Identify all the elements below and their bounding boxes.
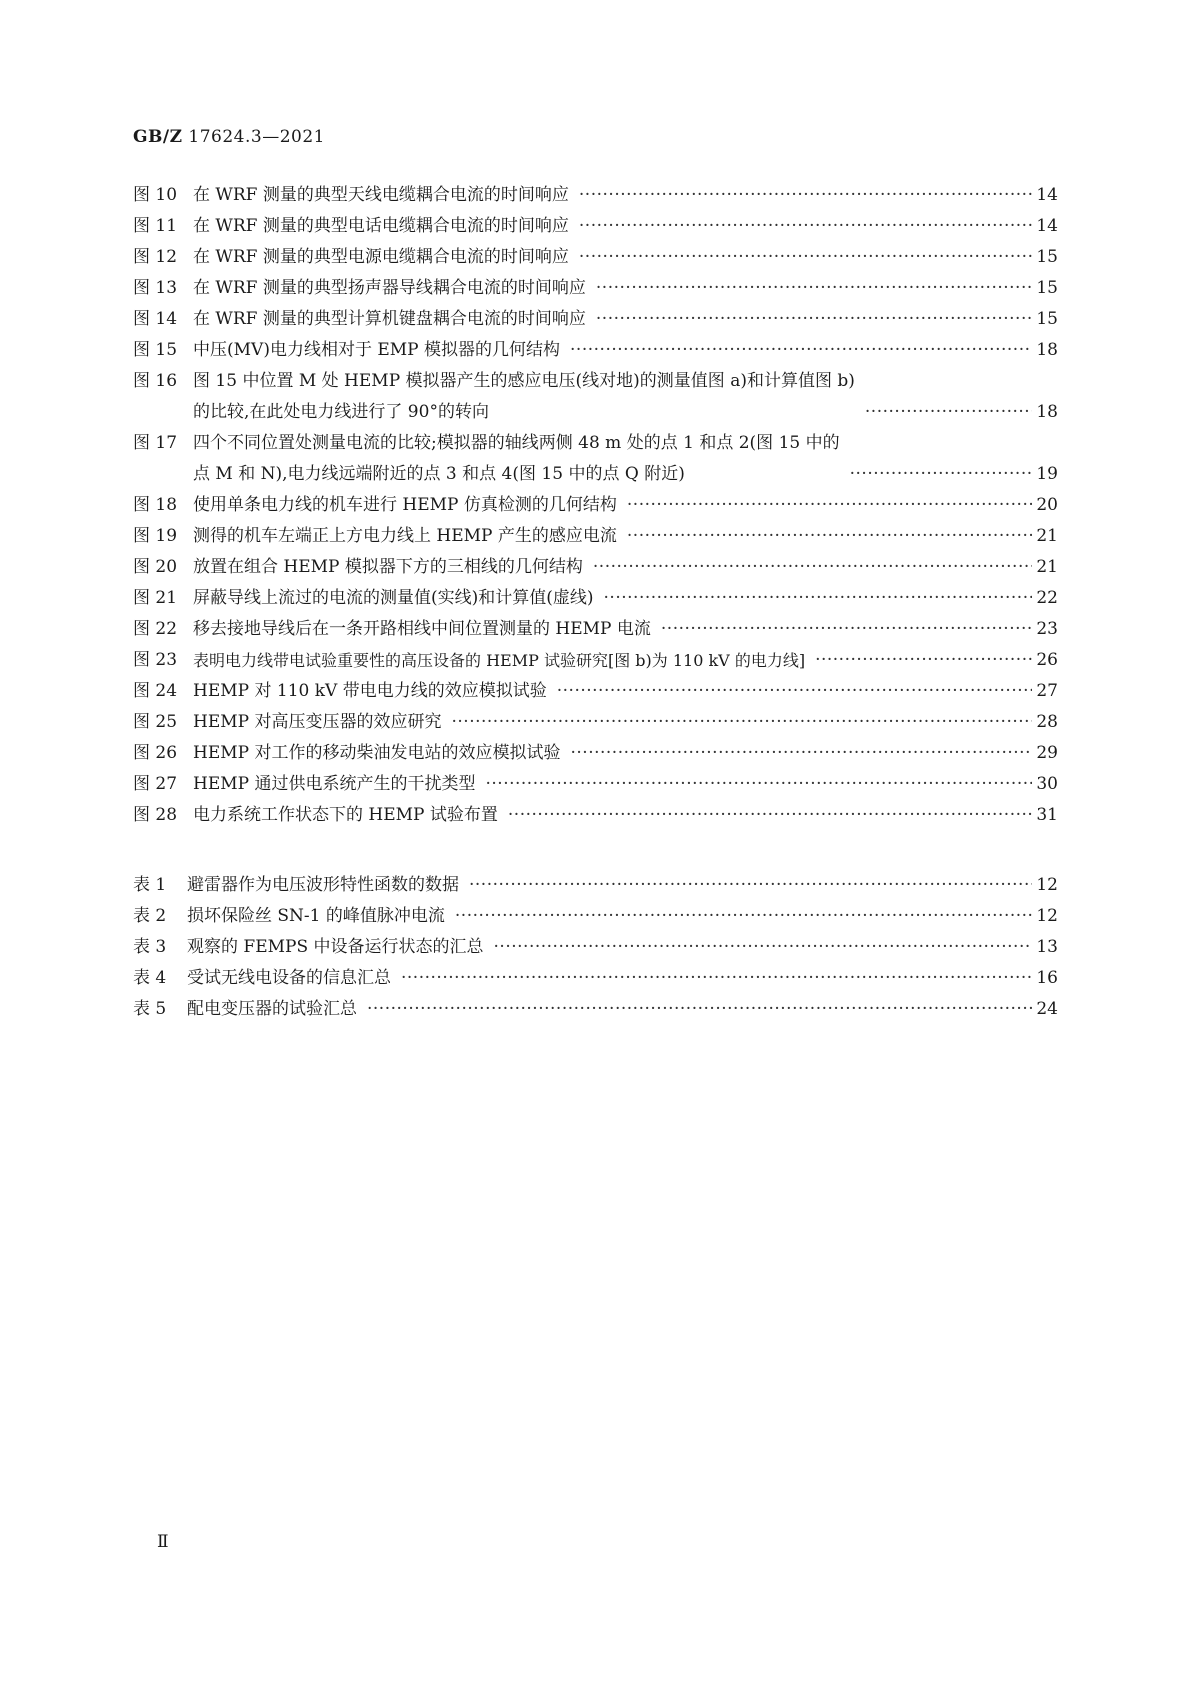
- page-number: 14: [1036, 216, 1058, 236]
- table-title: 观察的 FEMPS 中设备运行状态的汇总: [187, 937, 484, 957]
- figure-label: 图 18: [133, 495, 178, 515]
- figure-entry[interactable]: [133, 180, 1058, 211]
- figure-label: 图 21: [133, 588, 178, 608]
- page-number: 27: [1036, 681, 1058, 701]
- page-number: 22: [1036, 588, 1058, 608]
- standard-number: 17624.3—2021: [188, 127, 325, 147]
- dot-leader: [367, 994, 1032, 1025]
- page-number: 15: [1036, 247, 1058, 267]
- figure-label: 图 12: [133, 247, 178, 267]
- table-title: 避雷器作为电压波形特性函数的数据: [187, 875, 459, 895]
- figure-label: 图 17: [133, 433, 178, 453]
- figure-title: 屏蔽导线上流过的电流的测量值(实线)和计算值(虚线): [193, 588, 594, 608]
- page-number: 15: [1036, 278, 1058, 298]
- dot-leader: [451, 707, 1032, 738]
- dot-leader: [570, 738, 1032, 769]
- table-label: 表 1: [133, 875, 167, 895]
- dot-leader: [508, 800, 1032, 831]
- figure-label: 图 24: [133, 681, 178, 701]
- page-number: 24: [1036, 999, 1058, 1019]
- figure-title: 四个不同位置处测量电流的比较;模拟器的轴线两侧 48 m 处的点 1 和点 2(图 15 中的: [193, 433, 840, 453]
- page-number: 26: [1036, 650, 1058, 670]
- dot-leader: [627, 490, 1032, 521]
- table-title: 损坏保险丝 SN-1 的峰值脉冲电流: [187, 906, 445, 926]
- dot-leader: [455, 901, 1032, 932]
- dot-leader: [596, 304, 1032, 335]
- figure-entry[interactable]: [133, 211, 1058, 242]
- dot-leader: [485, 769, 1032, 800]
- figure-label: 图 14: [133, 309, 178, 329]
- figure-label: 图 10: [133, 185, 178, 205]
- page-number: 23: [1036, 619, 1058, 639]
- page-number: 30: [1036, 774, 1058, 794]
- page-number: 16: [1036, 968, 1058, 988]
- table-label: 表 5: [133, 999, 167, 1019]
- figure-title: 使用单条电力线的机车进行 HEMP 仿真检测的几何结构: [193, 495, 617, 515]
- figure-title: HEMP 对工作的移动柴油发电站的效应模拟试验: [193, 743, 561, 763]
- page-number: 20: [1036, 495, 1058, 515]
- page-number: 12: [1036, 875, 1058, 895]
- page-number: 18: [1036, 340, 1058, 360]
- figure-title: 在 WRF 测量的典型电话电缆耦合电流的时间响应: [193, 216, 569, 236]
- figure-entry[interactable]: [133, 707, 1058, 738]
- table-entry[interactable]: [133, 963, 1058, 994]
- table-entry[interactable]: [133, 932, 1058, 963]
- dot-leader: [579, 180, 1032, 211]
- dot-leader: [850, 459, 1032, 490]
- figure-title: 在 WRF 测量的典型电源电缆耦合电流的时间响应: [193, 247, 569, 267]
- figure-label: 图 25: [133, 712, 178, 732]
- dot-leader: [604, 583, 1032, 614]
- dot-leader: [865, 397, 1032, 428]
- dot-leader: [401, 963, 1032, 994]
- document-header: [133, 127, 325, 147]
- table-label: 表 3: [133, 937, 167, 957]
- dot-leader: [627, 521, 1032, 552]
- table-entry[interactable]: [133, 994, 1058, 1025]
- figure-title: 在 WRF 测量的典型扬声器导线耦合电流的时间响应: [193, 278, 586, 298]
- figure-entry[interactable]: [133, 366, 1058, 428]
- page-number: 28: [1036, 712, 1058, 732]
- dot-leader: [557, 676, 1032, 707]
- page-number: 12: [1036, 906, 1058, 926]
- figure-entry[interactable]: [133, 242, 1058, 273]
- dot-leader: [494, 932, 1032, 963]
- figure-title: 电力系统工作状态下的 HEMP 试验布置: [193, 805, 498, 825]
- figure-title: 表明电力线带电试验重要性的高压设备的 HEMP 试验研究[图 b)为 110 kV 的电力线]: [193, 651, 806, 670]
- table-title: 受试无线电设备的信息汇总: [187, 968, 391, 988]
- figure-entry[interactable]: [133, 676, 1058, 707]
- page-number: 19: [1036, 464, 1058, 484]
- figure-label: 图 19: [133, 526, 178, 546]
- figure-title: 在 WRF 测量的典型计算机键盘耦合电流的时间响应: [193, 309, 586, 329]
- table-list: [133, 870, 1058, 1025]
- dot-leader: [596, 273, 1032, 304]
- figure-label: 图 23: [133, 650, 178, 670]
- figure-title: 在 WRF 测量的典型天线电缆耦合电流的时间响应: [193, 185, 569, 205]
- table-label: 表 2: [133, 906, 167, 926]
- figure-entry[interactable]: [133, 304, 1058, 335]
- table-entry[interactable]: [133, 901, 1058, 932]
- figure-title: HEMP 通过供电系统产生的干扰类型: [193, 774, 476, 794]
- page-number: 13: [1036, 937, 1058, 957]
- dot-leader: [815, 645, 1032, 676]
- figure-title: 放置在组合 HEMP 模拟器下方的三相线的几何结构: [193, 557, 583, 577]
- figure-title: HEMP 对 110 kV 带电电力线的效应模拟试验: [193, 681, 547, 701]
- figure-label: 图 26: [133, 743, 178, 763]
- figure-entry[interactable]: [133, 738, 1058, 769]
- dot-leader: [469, 870, 1032, 901]
- table-entry[interactable]: [133, 870, 1058, 901]
- figure-label: 图 27: [133, 774, 178, 794]
- figure-label: 图 11: [133, 216, 178, 236]
- figure-title: 图 15 中位置 M 处 HEMP 模拟器产生的感应电压(线对地)的测量值图 a)和计算值图 b): [193, 371, 855, 391]
- dot-leader: [579, 242, 1032, 273]
- figure-label: 图 16: [133, 371, 178, 391]
- dot-leader: [579, 211, 1032, 242]
- page-number: 29: [1036, 743, 1058, 763]
- figure-title: HEMP 对高压变压器的效应研究: [193, 712, 442, 732]
- page-number: 15: [1036, 309, 1058, 329]
- figure-entry[interactable]: [133, 583, 1058, 614]
- footer-page-number: Ⅱ: [157, 1532, 169, 1552]
- figure-entry[interactable]: [133, 335, 1058, 366]
- table-label: 表 4: [133, 968, 167, 988]
- figure-title: 测得的机车左端正上方电力线上 HEMP 产生的感应电流: [193, 526, 617, 546]
- figure-list: [133, 180, 1058, 831]
- figure-entry[interactable]: [133, 273, 1058, 304]
- figure-entry[interactable]: [133, 521, 1058, 552]
- dot-leader: [661, 614, 1032, 645]
- figure-entry[interactable]: [133, 614, 1058, 645]
- figure-label: 图 20: [133, 557, 178, 577]
- page-number: 18: [1036, 402, 1058, 422]
- page-number: 21: [1036, 557, 1058, 577]
- figure-label: 图 28: [133, 805, 178, 825]
- figure-entry[interactable]: [133, 552, 1058, 583]
- figure-entry[interactable]: [133, 769, 1058, 800]
- dot-leader: [570, 335, 1032, 366]
- figure-entry[interactable]: [133, 645, 1058, 676]
- figure-entry[interactable]: [133, 800, 1058, 831]
- figure-label: 图 15: [133, 340, 178, 360]
- page-number: 14: [1036, 185, 1058, 205]
- figure-entry[interactable]: [133, 428, 1058, 490]
- figure-title-continued: 的比较,在此处电力线进行了 90°的转向: [193, 402, 489, 422]
- figure-title: 移去接地导线后在一条开路相线中间位置测量的 HEMP 电流: [193, 619, 651, 639]
- page-number: 21: [1036, 526, 1058, 546]
- page-number: 31: [1036, 805, 1058, 825]
- figure-title: 中压(MV)电力线相对于 EMP 模拟器的几何结构: [193, 340, 561, 360]
- table-title: 配电变压器的试验汇总: [187, 999, 357, 1019]
- figure-label: 图 22: [133, 619, 178, 639]
- figure-entry[interactable]: [133, 490, 1058, 521]
- figure-label: 图 13: [133, 278, 178, 298]
- figure-title-continued: 点 M 和 N),电力线远端附近的点 3 和点 4(图 15 中的点 Q 附近): [193, 464, 685, 484]
- standard-code: GB/Z: [133, 127, 183, 147]
- dot-leader: [593, 552, 1032, 583]
